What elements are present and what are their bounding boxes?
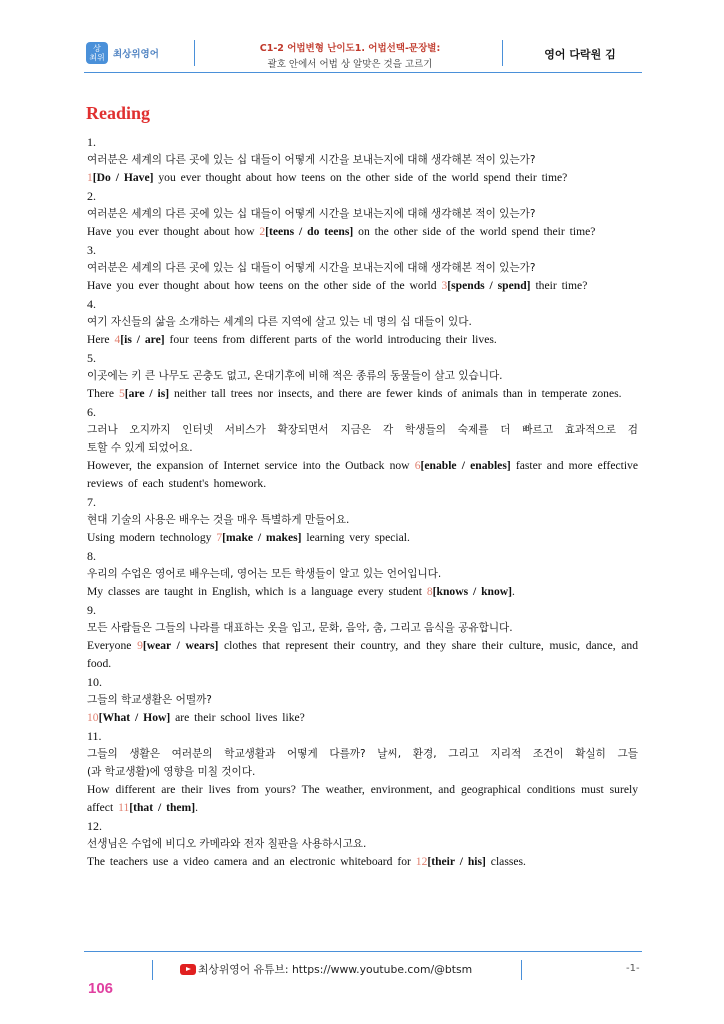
answer-choice[interactable]: [teens / do teens] xyxy=(265,225,354,238)
answer-choice[interactable]: [are / is] xyxy=(124,387,170,400)
korean-sentence: 여기 자신들의 삶을 소개하는 세계의 다른 지역에 살고 있는 네 명의 십 대들이 있다. xyxy=(87,316,472,328)
sentence-text-before: My classes are taught in English, which is a language every student xyxy=(87,585,427,598)
korean-sentence: 그들의 생활은 여러분의 학교생활과 어떻게 다를까? 날씨, 환경, 그리고 지리적 조건이 확실히 그들 xyxy=(87,748,638,760)
english-sentence xyxy=(87,529,638,547)
question-number: 2. xyxy=(87,189,96,203)
question-number: 12. xyxy=(87,819,102,833)
footer-divider-left xyxy=(152,960,153,980)
sentence-text-before: However, the expansion of Internet service into the Outback now xyxy=(87,459,415,472)
question-item xyxy=(87,349,638,403)
worksheet-instruction: 괄호 안에서 어법 상 알맞은 것을 고르기 xyxy=(267,59,433,70)
korean-sentence: 선생님은 수업에 비디오 카메라와 전자 칠판을 사용하시고요. xyxy=(87,838,367,850)
blank-number: 4 xyxy=(114,333,121,346)
english-sentence xyxy=(87,583,638,601)
footer-divider-right xyxy=(521,960,522,980)
sentence-text-before: Using modern technology xyxy=(87,531,217,544)
question-item xyxy=(87,133,638,187)
english-sentence xyxy=(87,709,638,727)
question-item xyxy=(87,403,638,493)
question-item xyxy=(87,295,638,349)
question-item xyxy=(87,187,638,241)
question-item xyxy=(87,241,638,295)
korean-sentence: 현대 기술의 사용은 배우는 것을 매우 특별하게 만들어요. xyxy=(87,514,350,526)
english-sentence xyxy=(87,637,638,673)
sentence-text-before: Everyone xyxy=(87,639,138,652)
korean-sentence: (과 학교생활)에 영향을 미칠 것이다. xyxy=(87,766,256,778)
textbook-label: 영어 다락원 김 xyxy=(544,48,616,61)
english-sentence xyxy=(87,457,638,493)
question-number: 6. xyxy=(87,405,96,419)
sentence-text-after: . xyxy=(195,801,198,814)
blank-number: 1 xyxy=(87,171,93,184)
sentence-text-after: . xyxy=(512,585,515,598)
question-item xyxy=(87,727,638,817)
answer-choice[interactable]: [enable / enables] xyxy=(420,459,511,472)
question-number: 5. xyxy=(87,351,96,365)
sentence-text-before: There xyxy=(87,387,119,400)
logo-icon xyxy=(86,42,108,64)
blank-number: 7 xyxy=(216,531,223,544)
header-divider-right xyxy=(502,40,503,66)
question-number: 10. xyxy=(87,675,102,689)
korean-sentence: 여러분은 세계의 다른 곳에 있는 십 대들이 어떻게 시간을 보내는지에 대해 생각해본 적이 있는가? xyxy=(87,154,536,166)
sentence-text-after: neither tall trees nor insects, and there are fewer kinds of animals than in temperate zones. xyxy=(169,387,622,400)
question-number: 7. xyxy=(87,495,96,509)
footer-rule xyxy=(84,951,642,952)
answer-choice[interactable]: [that / them] xyxy=(129,801,196,814)
logo-label: 최상위영어 xyxy=(113,49,159,60)
sentence-text-before: The teachers use a video camera and an electronic whiteboard for xyxy=(87,855,416,868)
english-sentence xyxy=(87,385,638,403)
answer-choice[interactable]: [spends / spend] xyxy=(447,279,531,292)
sentence-text-before: Have you ever thought about how xyxy=(87,225,260,238)
answer-choice[interactable]: [Do / Have] xyxy=(92,171,154,184)
question-list xyxy=(87,133,638,871)
korean-sentence: 그러나 오지까지 인터넷 서비스가 확장되면서 지금은 각 학생들의 숙제를 더 빠르고 효과적으로 검 xyxy=(87,424,638,436)
logo-glyph-mid: 최위 xyxy=(89,53,105,62)
sentence-text-after: clothes that represent their country, and they share their culture, music, dance, and food. xyxy=(87,639,639,670)
question-number: 9. xyxy=(87,603,96,617)
english-sentence xyxy=(87,853,638,871)
question-number: 8. xyxy=(87,549,96,563)
page-header xyxy=(0,0,724,80)
english-sentence xyxy=(87,277,638,295)
sentence-text-after: learning very special. xyxy=(301,531,410,544)
sentence-text-after: four teens from different parts of the world introducing their lives. xyxy=(164,333,497,346)
blank-number: 2 xyxy=(259,225,266,238)
korean-sentence: 이곳에는 키 큰 나무도 곤충도 없고, 온대기후에 비해 적은 종류의 동물들이 살고 있습니다. xyxy=(87,370,503,382)
sentence-text-after: faster and more effective reviews of each student's homework. xyxy=(87,459,638,490)
blank-number: 12 xyxy=(415,855,428,868)
question-number: 4. xyxy=(87,297,96,311)
question-number: 3. xyxy=(87,243,96,257)
blank-number: 5 xyxy=(118,387,125,400)
header-divider-left xyxy=(194,40,195,66)
answer-choice[interactable]: [wear / wears] xyxy=(142,639,219,652)
sentence-text-after: you ever thought about how teens on the other side of the world spend their time? xyxy=(153,171,568,184)
blank-number: 3 xyxy=(441,279,448,292)
english-sentence xyxy=(87,169,638,187)
english-sentence xyxy=(87,781,638,817)
answer-choice[interactable]: [What / How] xyxy=(98,711,171,724)
sentence-text-before: Have you ever thought about how teens on the other side of the world xyxy=(87,279,442,292)
blank-number: 6 xyxy=(414,459,421,472)
blank-number: 8 xyxy=(426,585,433,598)
sentence-text-before: How different are their lives from yours? The weather, environment, and geographical conditions must surely affect xyxy=(87,783,638,814)
korean-sentence: 모든 사람들은 그들의 나라를 대표하는 옷을 입고, 문화, 음악, 춤, 그리고 음식을 공유합니다. xyxy=(87,622,513,634)
page-indicator: -1- xyxy=(626,963,640,974)
header-rule xyxy=(84,72,642,73)
logo-glyph-top: 상 xyxy=(93,44,101,53)
korean-sentence: 우리의 수업은 영어로 배우는데, 영어는 모든 학생들이 알고 있는 언어입니다. xyxy=(87,568,442,580)
youtube-link-text[interactable]: 최상위영어 유튜브: https://www.youtube.com/@btsm xyxy=(198,963,473,976)
english-sentence xyxy=(87,331,638,349)
korean-sentence: 여러분은 세계의 다른 곳에 있는 십 대들이 어떻게 시간을 보내는지에 대해 생각해본 적이 있는가? xyxy=(87,262,536,274)
sentence-text-before: Here xyxy=(87,333,115,346)
blank-number: 10 xyxy=(87,711,99,724)
korean-sentence: 토할 수 있게 되었어요. xyxy=(87,442,193,454)
answer-choice[interactable]: [make / makes] xyxy=(222,531,302,544)
question-item xyxy=(87,493,638,547)
sentence-text-after: are their school lives like? xyxy=(170,711,305,724)
answer-choice[interactable]: [knows / know] xyxy=(432,585,513,598)
english-sentence xyxy=(87,223,638,241)
question-item xyxy=(87,817,638,871)
question-number: 11. xyxy=(87,729,102,743)
youtube-icon xyxy=(180,964,196,975)
section-title: Reading xyxy=(86,103,151,123)
sentence-text-after: their time? xyxy=(530,279,588,292)
question-item xyxy=(87,601,638,673)
worksheet-title: C1-2 어법변형 난이도1. 어법선택-문장별: xyxy=(259,43,441,54)
answer-choice[interactable]: [is / are] xyxy=(120,333,165,346)
korean-sentence: 그들의 학교생활은 어떨까? xyxy=(87,694,212,706)
sentence-text-after: classes. xyxy=(485,855,526,868)
sentence-text-after: on the other side of the world spend their time? xyxy=(353,225,596,238)
question-item xyxy=(87,547,638,601)
answer-choice[interactable]: [their / his] xyxy=(427,855,486,868)
korean-sentence: 여러분은 세계의 다른 곳에 있는 십 대들이 어떻게 시간을 보내는지에 대해 생각해본 적이 있는가? xyxy=(87,208,536,220)
question-item xyxy=(87,673,638,727)
blank-number: 9 xyxy=(137,639,143,652)
blank-number: 11 xyxy=(118,801,130,814)
page-number: 106 xyxy=(88,980,114,997)
question-number: 1. xyxy=(87,135,96,149)
